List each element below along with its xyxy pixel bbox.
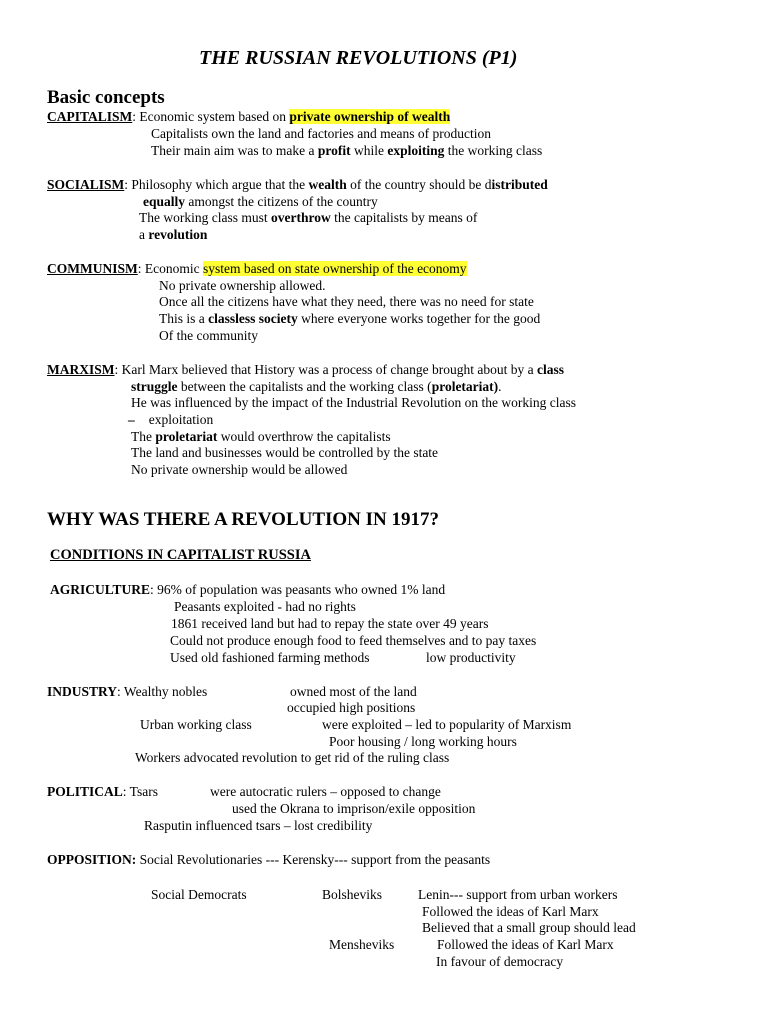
opposition-term: OPPOSITION: bbox=[47, 852, 137, 867]
page-title: THE RUSSIAN REVOLUTIONS (P1) bbox=[199, 47, 518, 69]
industry-line-2: occupied high positions bbox=[287, 700, 416, 715]
marxism-line-5: The proletariat would overthrow the capitalists bbox=[131, 429, 391, 444]
political-line-3: Rasputin influenced tsars – lost credibility bbox=[144, 818, 373, 833]
communism-line-2: No private ownership allowed. bbox=[159, 278, 326, 293]
socialism-line-1: SOCIALISM: Philosophy which argue that the wealth of the country should be distributed bbox=[47, 177, 548, 192]
industry-line-5: Workers advocated revolution to get rid of the ruling class bbox=[135, 750, 450, 765]
opposition-line-1: OPPOSITION: Social Revolutionaries --- Kerensky--- support from the peasants bbox=[47, 852, 491, 867]
bolsheviks-line-1: Lenin--- support from urban workers bbox=[418, 887, 618, 902]
political-line-2: used the Okrana to imprison/exile opposition bbox=[232, 801, 476, 816]
marxism-line-1: MARXISM: Karl Marx believed that History was a process of change brought about by a class bbox=[47, 362, 565, 377]
bolsheviks-line-2: Followed the ideas of Karl Marx bbox=[422, 904, 599, 919]
capitalism-line-2: Capitalists own the land and factories and means of production bbox=[151, 126, 492, 141]
political-line-1a: POLITICAL: Tsars bbox=[47, 784, 158, 799]
communism-highlight: system based on state ownership of the economy bbox=[202, 261, 467, 276]
marxism-term: MARXISM bbox=[47, 362, 115, 377]
socialism-line-2: equally amongst the citizens of the country bbox=[143, 194, 378, 209]
political-line-1b: were autocratic rulers – opposed to change bbox=[210, 784, 441, 799]
agriculture-line-1: AGRICULTURE: 96% of population was peasants who owned 1% land bbox=[50, 582, 446, 597]
why-heading: WHY WAS THERE A REVOLUTION IN 1917? bbox=[47, 509, 440, 530]
communism-term: COMMUNISM bbox=[47, 261, 138, 276]
mensheviks-label: Mensheviks bbox=[329, 937, 395, 952]
agriculture-line-5b: low productivity bbox=[426, 650, 516, 665]
bolsheviks-line-3: Believed that a small group should lead bbox=[422, 920, 636, 935]
capitalism-term: CAPITALISM bbox=[47, 109, 133, 124]
communism-line-1: COMMUNISM: Economic system based on state ownership of the economy bbox=[47, 261, 467, 276]
capitalism-line-3: Their main aim was to make a profit while exploiting the working class bbox=[151, 143, 543, 158]
social-democrats-label: Social Democrats bbox=[151, 887, 247, 902]
socialism-term: SOCIALISM bbox=[47, 177, 125, 192]
conditions-heading: CONDITIONS IN CAPITALIST RUSSIA bbox=[50, 547, 311, 563]
marxism-line-7: No private ownership would be allowed bbox=[131, 462, 348, 477]
marxism-line-2: struggle between the capitalists and the working class (proletariat). bbox=[131, 379, 502, 394]
bolsheviks-label: Bolsheviks bbox=[322, 887, 383, 902]
marxism-line-3: He was influenced by the impact of the Industrial Revolution on the working class bbox=[131, 395, 577, 410]
marxism-line-6: The land and businesses would be controlled by the state bbox=[131, 445, 439, 460]
agriculture-line-2: Peasants exploited - had no rights bbox=[174, 599, 356, 614]
agriculture-line-4: Could not produce enough food to feed themselves and to pay taxes bbox=[170, 633, 537, 648]
basic-concepts-heading: Basic concepts bbox=[47, 87, 165, 108]
capitalism-line-1: CAPITALISM: Economic system based on private ownership of wealth bbox=[47, 109, 451, 124]
agriculture-term: AGRICULTURE bbox=[50, 582, 151, 597]
industry-line-1b: owned most of the land bbox=[290, 684, 417, 699]
industry-line-3b: were exploited – led to popularity of Marxism bbox=[322, 717, 572, 732]
industry-term: INDUSTRY bbox=[47, 684, 118, 699]
industry-line-3a: Urban working class bbox=[140, 717, 252, 732]
industry-line-1a: INDUSTRY: Wealthy nobles bbox=[47, 684, 208, 699]
mensheviks-line-1: Followed the ideas of Karl Marx bbox=[437, 937, 614, 952]
agriculture-line-3: 1861 received land but had to repay the state over 49 years bbox=[171, 616, 489, 631]
industry-line-4: Poor housing / long working hours bbox=[329, 734, 517, 749]
socialism-line-3: The working class must overthrow the capitalists by means of bbox=[139, 210, 478, 225]
political-term: POLITICAL bbox=[47, 784, 123, 799]
communism-line-5: Of the community bbox=[159, 328, 258, 343]
socialism-line-4: a revolution bbox=[139, 227, 208, 242]
mensheviks-line-2: In favour of democracy bbox=[436, 954, 564, 969]
agriculture-line-5a: Used old fashioned farming methods bbox=[170, 650, 370, 665]
marxism-line-4: – exploitation bbox=[128, 412, 214, 427]
capitalism-highlight: private ownership of wealth bbox=[289, 109, 451, 124]
communism-line-4: This is a classless society where everyone works together for the good bbox=[159, 311, 541, 326]
communism-line-3: Once all the citizens have what they need, there was no need for state bbox=[159, 294, 534, 309]
